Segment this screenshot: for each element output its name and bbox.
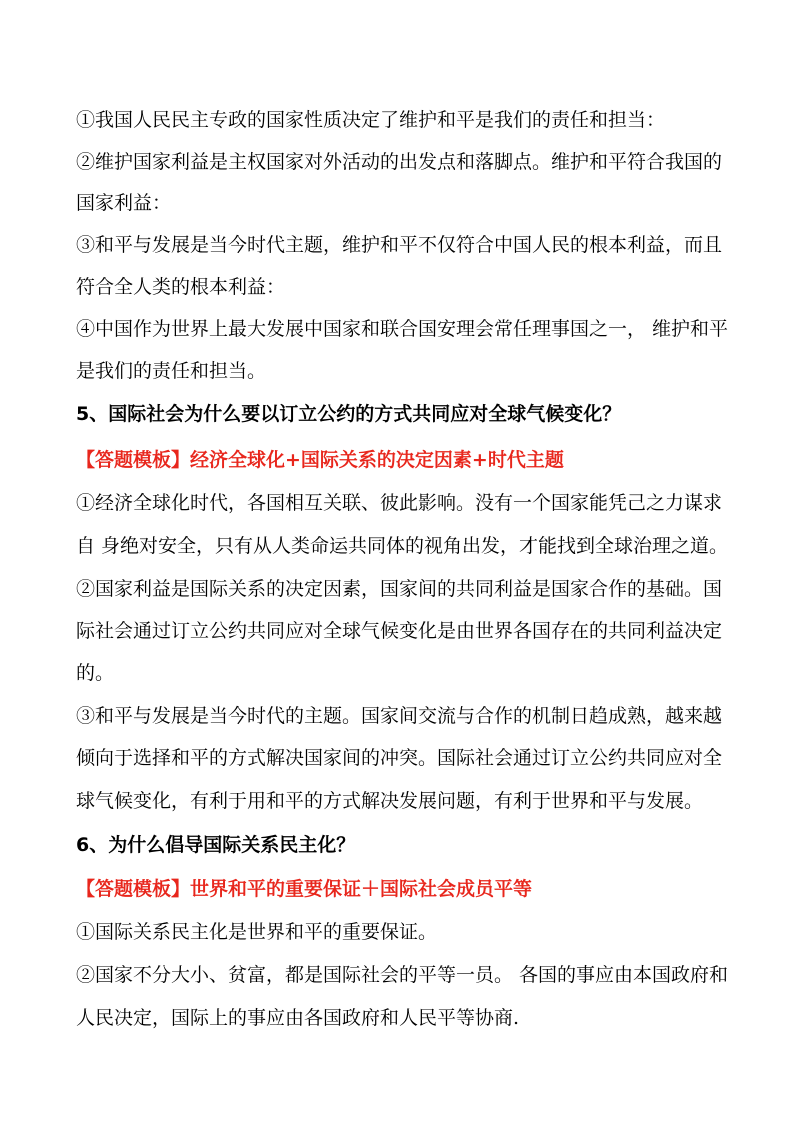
- question-heading: 6、为什么倡导国际关系民主化？: [76, 834, 356, 856]
- paragraph-line: ③和平与发展是当今时代的主题。国家间交流与合作的机制日趋成熟，越来越: [76, 705, 723, 727]
- question-heading: 5、国际社会为什么要以订立公约的方式共同应对全球气候变化？: [76, 403, 622, 425]
- answer-template-label: 【答题模板】世界和平的重要保证＋国际社会成员平等: [76, 878, 533, 900]
- paragraph-line: ①国际关系民主化是世界和平的重要保证。: [76, 921, 438, 943]
- paragraph-line: 倾向于选择和平的方式解决国家间的冲突。国际社会通过订立公约共同应对全: [76, 747, 723, 769]
- paragraph-line: ②国家利益是国际关系的决定因素，国家间的共同利益是国家合作的基础。国: [76, 578, 723, 600]
- paragraph-line: 是我们的责任和担当。: [76, 360, 267, 382]
- paragraph-line: 国家利益：: [76, 192, 172, 214]
- paragraph-line: ②国家不分大小、贫富，都是国际社会的平等一员。 各国的事应由本国政府和: [76, 964, 729, 986]
- paragraph-line: 的。: [76, 662, 115, 684]
- answer-template-label: 【答题模板】经济全球化+国际关系的决定因素+时代主题: [76, 449, 564, 471]
- paragraph-line: ①经济全球化时代，各国相互关联、彼此影响。没有一个国家能凭己之力谋求: [76, 492, 723, 514]
- paragraph-line: 符合全人类的根本利益：: [76, 276, 286, 298]
- paragraph-line: ③和平与发展是当今时代主题，维护和平不仅符合中国人民的根本利益，而且: [76, 234, 723, 256]
- paragraph-line: 自 身绝对安全，只有从人类命运共同体的视角出发，才能找到全球治理之道。: [76, 535, 729, 557]
- paragraph-line: ①我国人民民主专政的国家性质决定了维护和平是我们的责任和担当：: [76, 109, 666, 131]
- paragraph-line: 际社会通过订立公约共同应对全球气候变化是由世界各国存在的共同利益决定: [76, 620, 723, 642]
- paragraph-line: 球气候变化，有利于用和平的方式解决发展问题，有利于世界和平与发展。: [76, 790, 704, 812]
- paragraph-line: 人民决定，国际上的事应由各国政府和人民平等协商.: [76, 1007, 520, 1029]
- paragraph-line: ④中国作为世界上最大发展中国家和联合国安理会常任理事国之一， 维护和平: [76, 318, 729, 340]
- paragraph-line: ②维护国家利益是主权国家对外活动的出发点和落脚点。维护和平符合我国的: [76, 151, 723, 173]
